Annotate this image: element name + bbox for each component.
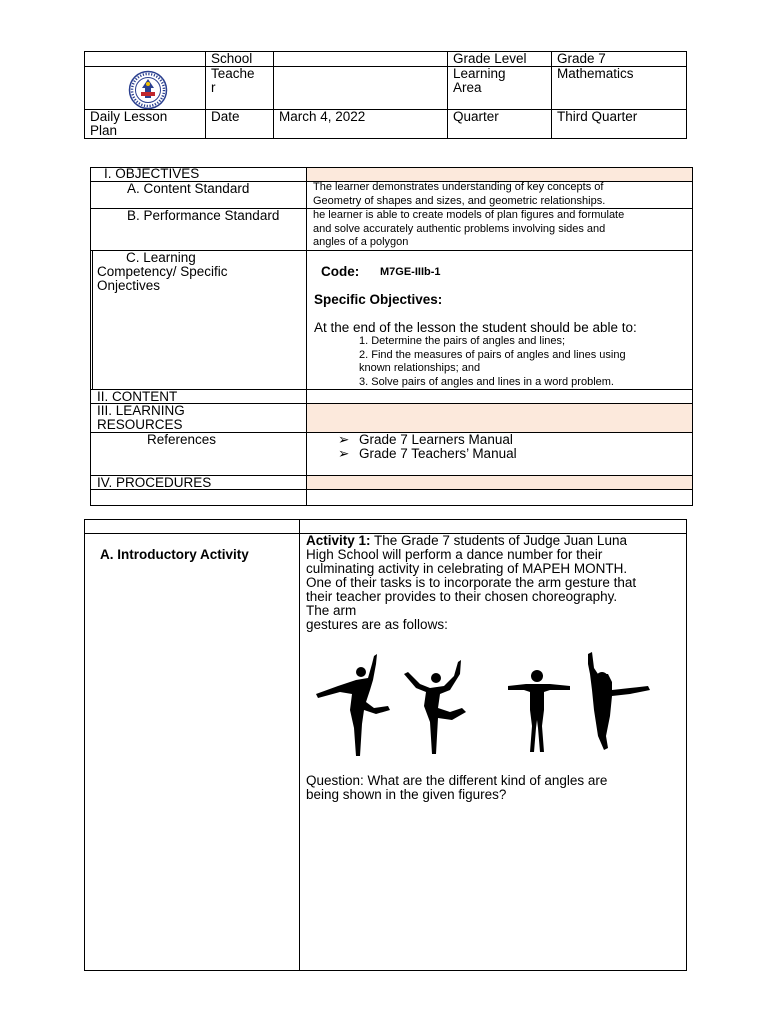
- objectives-shade: [307, 168, 693, 181]
- question-line: being shown in the given figures?: [306, 787, 507, 802]
- dancer-arms-raised-icon: [404, 660, 466, 754]
- performance-standard-line: and solve accurately authentic problems involving sides and: [313, 222, 606, 235]
- resources-shade: [307, 404, 693, 432]
- dancer-arms-out-icon: [508, 670, 570, 752]
- teacher-label-cont: r: [211, 80, 216, 95]
- dancer-arabesque-icon: [316, 654, 390, 756]
- dlp-label: Daily Lesson: [90, 109, 168, 124]
- quarter-value: Third Quarter: [557, 109, 638, 124]
- activity-line: their teacher provides to their chosen choreography.: [306, 589, 618, 604]
- activity-line: High School will perform a dance number for their: [306, 547, 603, 562]
- learning-area-label: Learning: [453, 66, 506, 81]
- performance-standard-line: he learner is able to create models of plan figures and formulate: [313, 209, 625, 221]
- competency-label: Onjectives: [97, 278, 161, 293]
- objective-item: 2. Find the measures of pairs of angles and lines using: [359, 348, 626, 361]
- resources-heading: III. LEARNING: [97, 403, 185, 418]
- learning-area-value: Mathematics: [557, 66, 634, 81]
- objectives-intro: At the end of the lesson the student should be able to:: [314, 320, 637, 335]
- activity-line: The arm: [306, 603, 357, 618]
- date-value: March 4, 2022: [279, 109, 366, 124]
- dancer-silhouettes: [312, 650, 662, 760]
- competency-label: Competency/ Specific: [97, 264, 228, 279]
- dlp-label-cont: Plan: [90, 123, 118, 138]
- objective-item: known relationships; and: [359, 362, 481, 374]
- procedures-heading: IV. PROCEDURES: [97, 475, 212, 490]
- activity-line: culminating activity in celebrating of MAPEH MONTH.: [306, 561, 628, 576]
- teacher-label: Teache: [211, 66, 255, 81]
- arrowhead-bullet-icon: ➢: [338, 432, 350, 447]
- resources-heading-cont: RESOURCES: [97, 417, 183, 432]
- activity-title: Activity 1:: [306, 533, 371, 548]
- competency-label: C. Learning: [126, 250, 196, 265]
- reference-item: Grade 7 Teachers’ Manual: [359, 446, 517, 461]
- content-heading: II. CONTENT: [97, 389, 178, 404]
- activity-line: One of their tasks is to incorporate the arm gesture that: [306, 575, 637, 590]
- objectives-heading: I. OBJECTIVES: [104, 166, 200, 181]
- activity-first-line-text: The Grade 7 students of Judge Juan Luna: [370, 533, 627, 548]
- quarter-label: Quarter: [453, 109, 499, 124]
- date-label: Date: [211, 109, 240, 124]
- deped-seal-icon: [128, 70, 168, 110]
- reference-item: Grade 7 Learners Manual: [359, 432, 513, 447]
- question-line: Question: What are the different kind of angles are: [306, 773, 608, 788]
- introductory-activity-label: A. Introductory Activity: [100, 547, 249, 562]
- school-label: School: [211, 51, 253, 66]
- content-standard-line: The learner demonstrates understanding of key concepts of: [313, 181, 604, 193]
- code-value: M7GE-IIIb-1: [380, 266, 441, 278]
- learning-area-label-cont: Area: [453, 80, 482, 95]
- activity-line: gestures are as follows:: [306, 617, 448, 632]
- performance-standard-line: angles of a polygon: [313, 236, 409, 248]
- references-label: References: [147, 432, 217, 447]
- content-standard-line: Geometry of shapes and sizes, and geometric relationships.: [313, 194, 606, 207]
- specific-objectives-label: Specific Objectives:: [314, 292, 443, 307]
- content-standard-label: A. Content Standard: [127, 181, 250, 196]
- grade-level-value: Grade 7: [557, 51, 606, 66]
- arrowhead-bullet-icon: ➢: [338, 446, 350, 461]
- code-label: Code:: [321, 264, 360, 279]
- procedures-shade: [307, 476, 693, 489]
- objective-item: 1. Determine the pairs of angles and lines;: [359, 335, 566, 347]
- dancer-arm-up-icon: [588, 652, 650, 750]
- grade-level-label: Grade Level: [453, 51, 527, 66]
- performance-standard-label: B. Performance Standard: [127, 208, 280, 223]
- objective-item: 3. Solve pairs of angles and lines in a word problem.: [359, 375, 614, 388]
